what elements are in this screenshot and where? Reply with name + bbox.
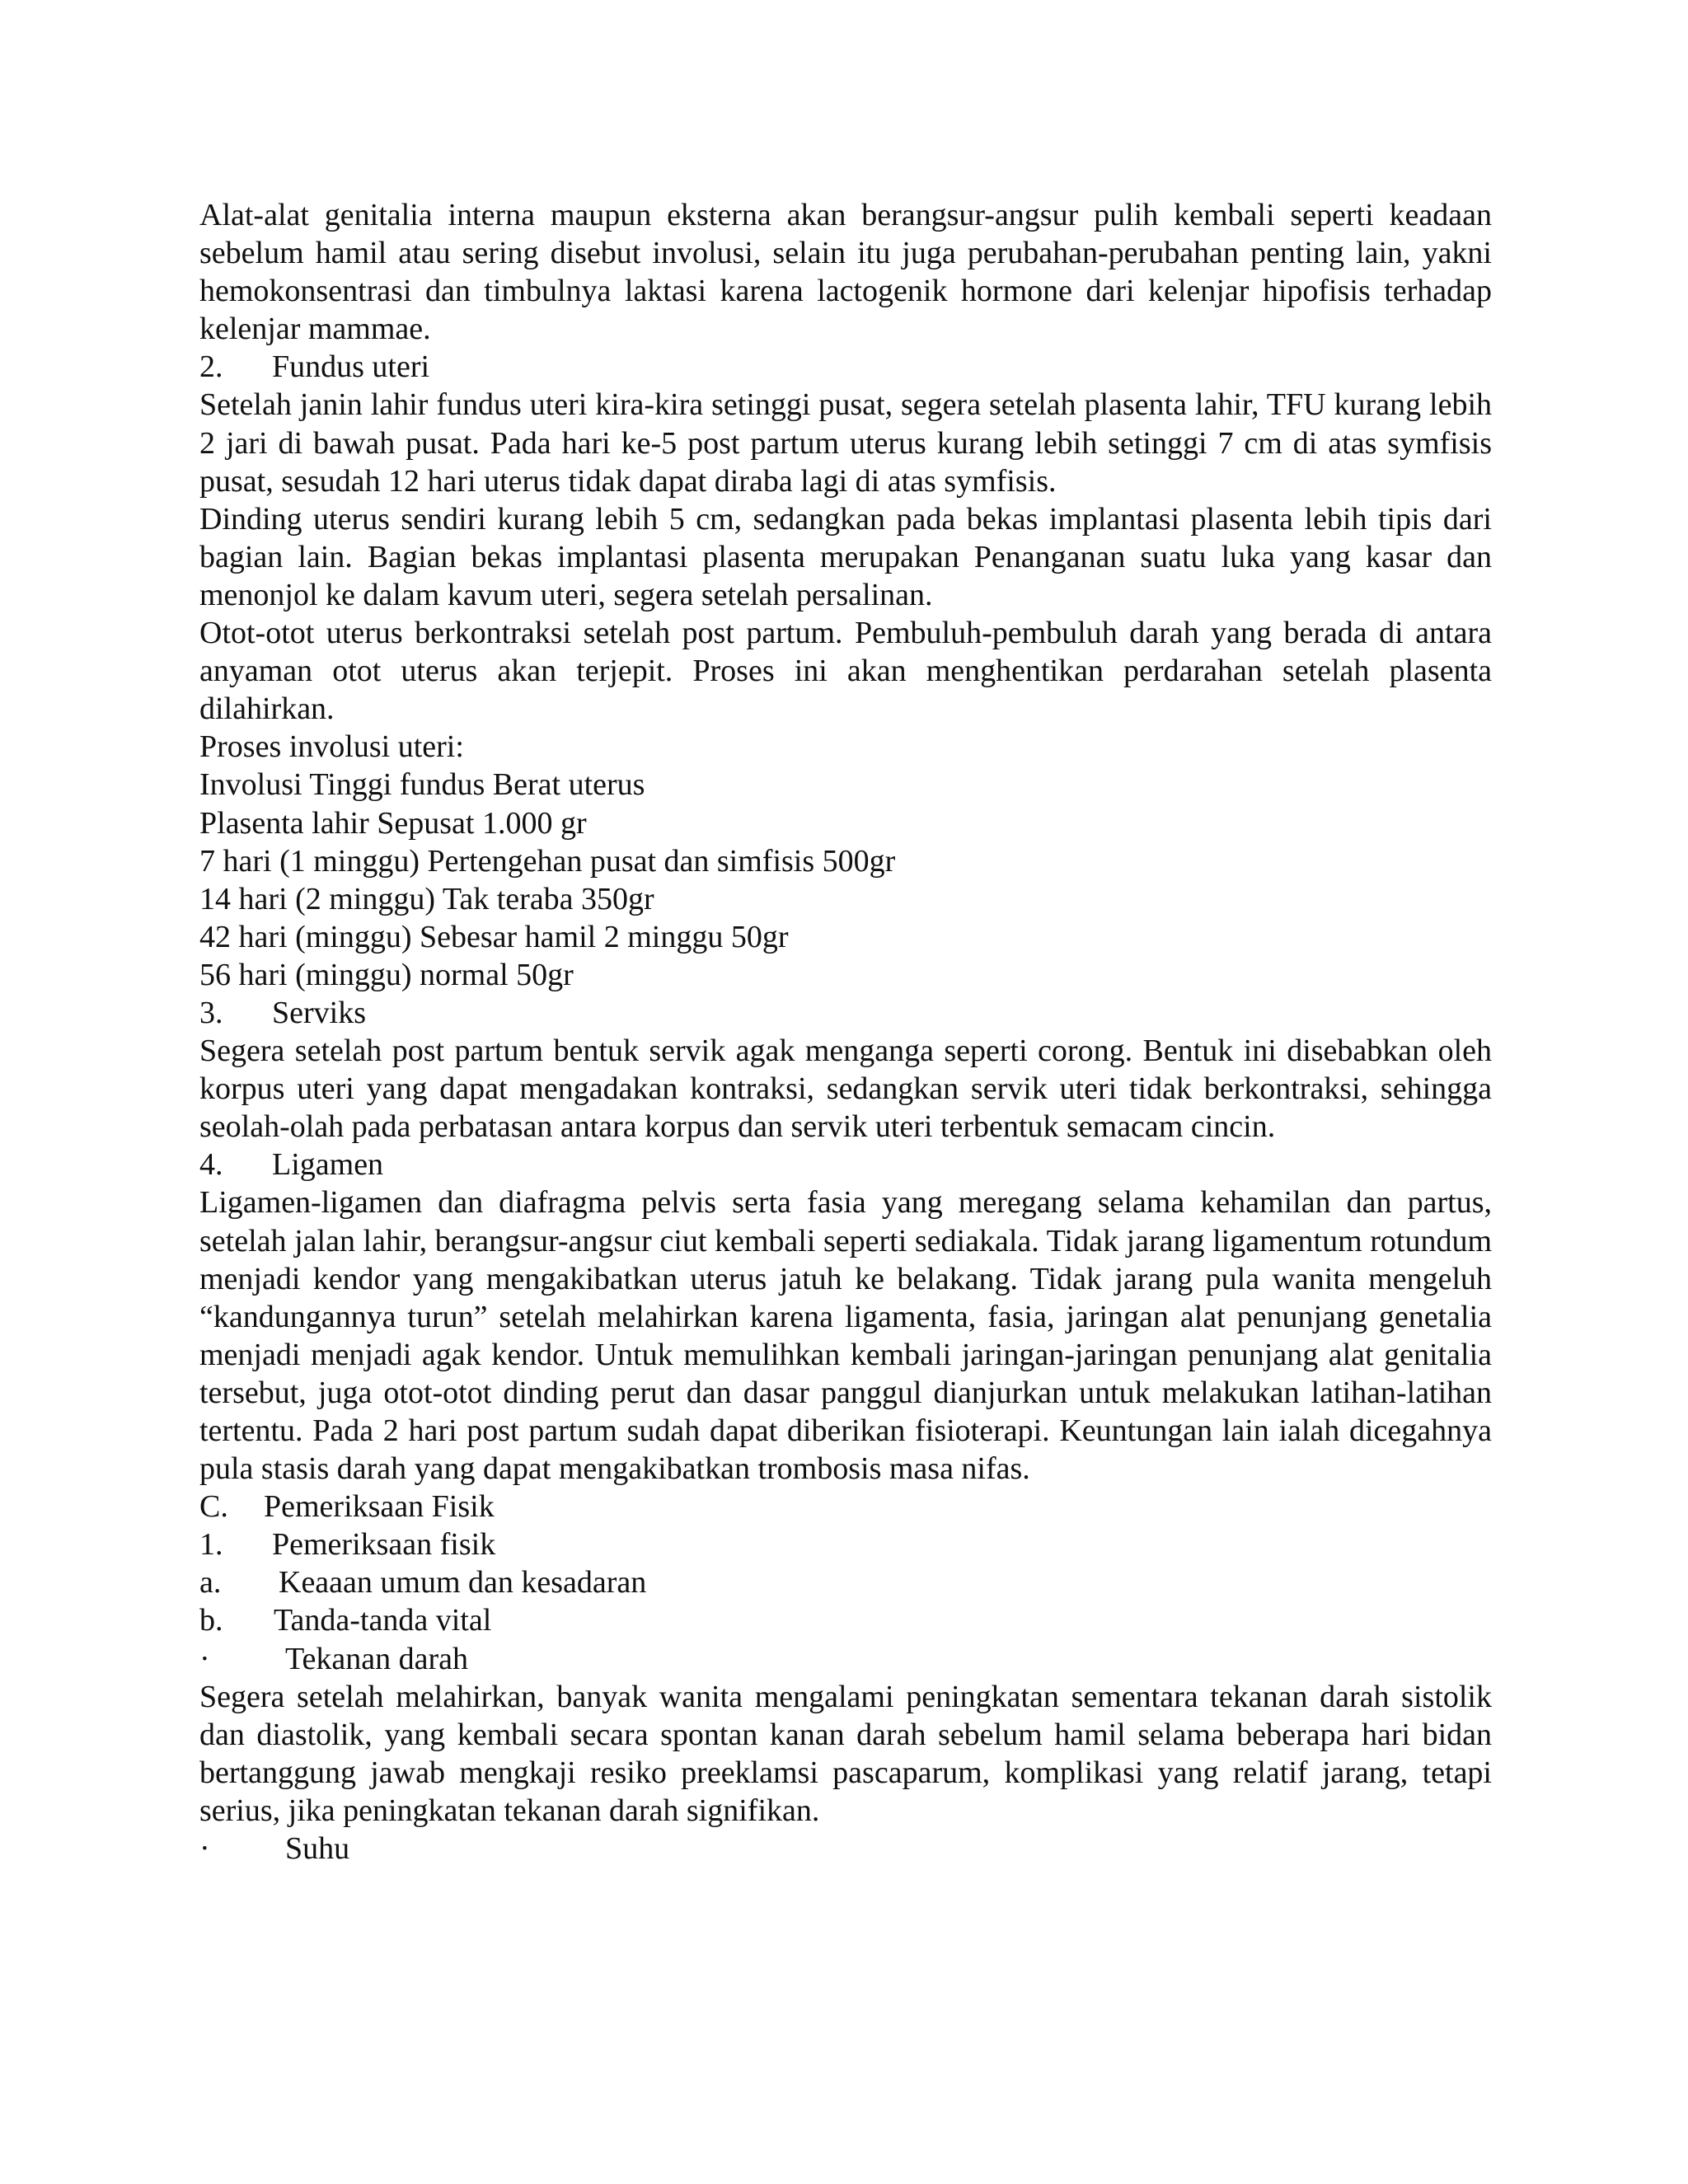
- involusi-row: 14 hari (2 minggu) Tak teraba 350gr: [199, 881, 654, 916]
- paragraph-tekanan-darah: Segera setelah melahirkan, banyak wanita mengalami peningkatan sementara tekanan darah sistolik dan diastolik, yang kembali secara spontan kanan darah sebelum hamil selama beberapa hari bidan bertanggung jawab mengkaji resiko preeklamsi pascaparum, komplikasi yang relatif jarang, tetapi serius, jika peningkatan tekanan darah signifikan.: [199, 1679, 1492, 1828]
- heading-text: Serviks: [272, 995, 366, 1030]
- list-letter: a.: [199, 1565, 222, 1601]
- heading-text: Pemeriksaan fisik: [272, 1527, 496, 1563]
- paragraph-ligamen: Ligamen-ligamen dan diafragma pelvis serta fasia yang meregang selama kehamilan dan partus, setelah jalan lahir, berangsur-angsur ciut kembali seperti sediakala. Tidak jarang ligamentum rotundum menjadi kendor yang mengakibatkan uterus jatuh ke belakang. Tidak jarang pula wanita mengeluh “kandungannya turun” setelah melahirkan karena ligamenta, fasia, jaringan alat penunjang genetalia menjadi menjadi agak kendor. Untuk memulihkan kembali jaringan-jaringan penunjang alat genitalia tersebut, juga otot-otot dinding perut dan dasar panggul dianjurkan untuk melakukan latihan-latihan tertentu. Pada 2 hari post partum sudah dapat diberikan fisioterapi. Keuntungan lain ialah dicegahnya pula stasis darah yang dapat mengakibatkan trombosis masa nifas.: [199, 1185, 1492, 1487]
- bullet-text: Suhu: [285, 1831, 350, 1867]
- heading-text: Fundus uteri: [272, 349, 430, 385]
- bullet-dot: ·: [199, 1831, 210, 1867]
- heading-serviks: [199, 994, 1492, 1032]
- heading-letter: C.: [199, 1489, 228, 1525]
- heading-text: Pemeriksaan Fisik: [264, 1489, 495, 1525]
- heading-text: Ligamen: [272, 1147, 384, 1183]
- document-body: [199, 196, 1492, 1868]
- list-letter: b.: [199, 1603, 223, 1638]
- list-text: Keaaan umum dan kesadaran: [279, 1565, 647, 1601]
- paragraph-otot-uterus: Otot-otot uterus berkontraksi setelah post partum. Pembuluh-pembuluh darah yang berada di antara anyaman otot uterus akan terjepit. Proses ini akan menghentikan perdarahan setelah plasenta dilahirkan.: [199, 616, 1492, 727]
- heading-number: 4.: [199, 1147, 223, 1183]
- bullet-item-tekanan-darah: [199, 1640, 1492, 1678]
- list-text: Tanda-tanda vital: [274, 1603, 492, 1638]
- heading-number: 3.: [199, 995, 223, 1030]
- heading-number: 1.: [199, 1527, 223, 1563]
- paragraph-fundus: Setelah janin lahir fundus uteri kira-kira setinggi pusat, segera setelah plasenta lahir, TFU kurang lebih 2 jari di bawah pusat. Pada hari ke-5 post partum uterus kurang lebih setinggi 7 cm di atas symfisis pusat, sesudah 12 hari uterus tidak dapat diraba lagi di atas symfisis.: [199, 387, 1492, 499]
- heading-pemeriksaan-fisik: [199, 1526, 1492, 1563]
- bullet-item-suhu: [199, 1830, 1492, 1868]
- paragraph-intro: Alat-alat genitalia interna maupun eksterna akan berangsur-angsur pulih kembali seperti keadaan sebelum hamil atau sering disebut involusi, selain itu juga perubahan-perubahan penting lain, yakni hemokonsentrasi dan timbulnya laktasi karena lactogenik hormone dari kelenjar hipofisis terhadap kelenjar mammae.: [199, 198, 1492, 347]
- involusi-row: 7 hari (1 minggu) Pertengehan pusat dan simfisis 500gr: [199, 843, 896, 879]
- involusi-row: Involusi Tinggi fundus Berat uterus: [199, 767, 645, 803]
- paragraph-dinding-uterus: Dinding uterus sendiri kurang lebih 5 cm, sedangkan pada bekas implantasi plasenta lebih tipis dari bagian lain. Bagian bekas implantasi plasenta merupakan Penanganan suatu luka yang kasar dan menonjol ke dalam kavum uteri, segera setelah persalinan.: [199, 501, 1492, 612]
- heading-ligamen: [199, 1146, 1492, 1183]
- list-item-tanda-vital: [199, 1601, 1492, 1639]
- paragraph-serviks: Segera setelah post partum bentuk servik agak menganga seperti corong. Bentuk ini disebabkan oleh korpus uteri yang dapat mengadakan kontraksi, sedangkan servik uteri tidak berkontraksi, sehingga seolah-olah pada perbatasan antara korpus dan servik uteri terbentuk semacam cincin.: [199, 1033, 1492, 1145]
- involusi-row: 42 hari (minggu) Sebesar hamil 2 minggu 50gr: [199, 919, 789, 954]
- bullet-dot: ·: [199, 1641, 210, 1676]
- involusi-title: Proses involusi uteri:: [199, 729, 464, 765]
- heading-number: 2.: [199, 349, 223, 385]
- involusi-row: 56 hari (minggu) normal 50gr: [199, 957, 574, 992]
- heading-pemeriksaan-fisik-section: [199, 1488, 1492, 1526]
- list-item-keadaan-umum: [199, 1563, 1492, 1601]
- bullet-text: Tekanan darah: [285, 1641, 469, 1676]
- involusi-row: Plasenta lahir Sepusat 1.000 gr: [199, 805, 587, 841]
- heading-fundus-uteri: [199, 348, 1492, 386]
